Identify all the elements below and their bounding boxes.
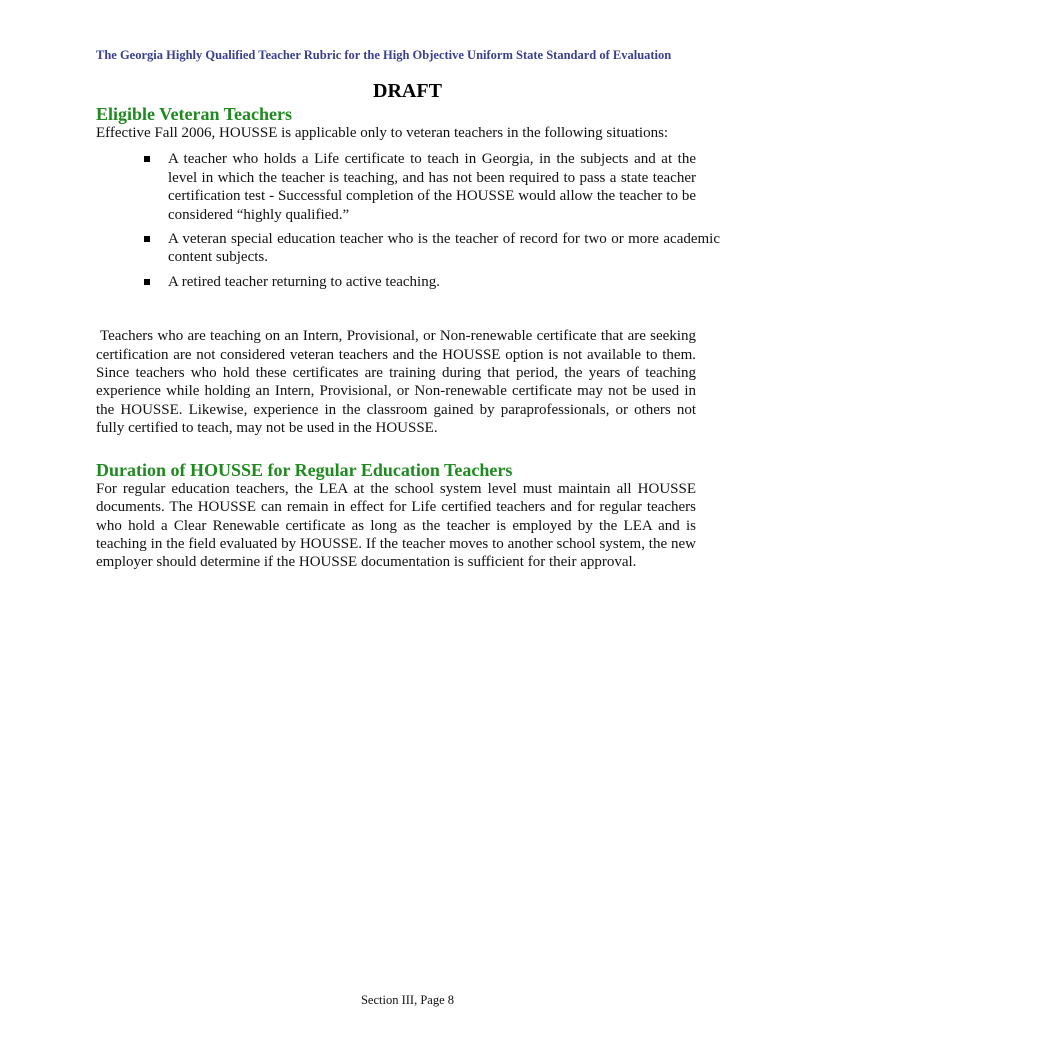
bullet-text: A teacher who holds a Life certificate to teach in Georgia, in the subjects and at the level in which the teacher is teaching, and has not been required to pass a state teacher certification test - Successful completion of the HOUSSE would allow the teacher to be considered “highly qualified.” [168,151,696,223]
document-header: The Georgia Highly Qualified Teacher Rubric for the High Objective Uniform State Standard of Evaluation [96,48,672,62]
non-veteran-paragraph: Teachers who are teaching on an Intern, Provisional, or Non-renewable certificate that are seeking certification are not considered veteran teachers and the HOUSSE option is not available to them. Since teachers who hold these certificates are training during that period, the years of teaching experience while holding an Intern, Provisional, or Non-renewable certificate may not be used in the HOUSSE. Likewise, experience in the classroom gained by paraprofessionals, or others not fully certified to teach, may not be used in the HOUSSE. [96,328,696,437]
bullet-text: A retired teacher returning to active teaching. [168,273,440,290]
square-bullet-icon [144,236,150,242]
spacer [96,297,696,327]
section-heading-eligible-veteran-teachers: Eligible Veteran Teachers [96,104,293,124]
eligibility-bullet-list [96,150,720,291]
section-heading-duration-of-housse: Duration of HOUSSE for Regular Education Teachers [96,459,513,480]
bullet-text: A veteran special education teacher who is the teacher of record for two or more academic content subjects. [168,231,720,266]
list-item [96,230,720,267]
square-bullet-icon [144,156,150,162]
square-bullet-icon [144,279,150,285]
draft-label: DRAFT [373,80,442,102]
list-item [96,273,696,291]
page-content [96,104,720,572]
duration-paragraph: For regular education teachers, the LEA at the school system level must maintain all HOUSSE documents. The HOUSSE can remain in effect for Life certified teachers and for regular teachers who hold a Clear Renewable certificate as long as the teacher is employed by the LEA and is teaching in the field evaluated by HOUSSE. If the teacher moves to another school system, the new employer should determine if the HOUSSE documentation is sufficient for their approval. [96,480,696,571]
page-number-footer: Section III, Page 8 [360,993,455,1007]
eligible-intro-paragraph: Effective Fall 2006, HOUSSE is applicable only to veteran teachers in the following situations: [96,125,669,141]
list-item [96,150,696,224]
spacer [96,438,696,460]
